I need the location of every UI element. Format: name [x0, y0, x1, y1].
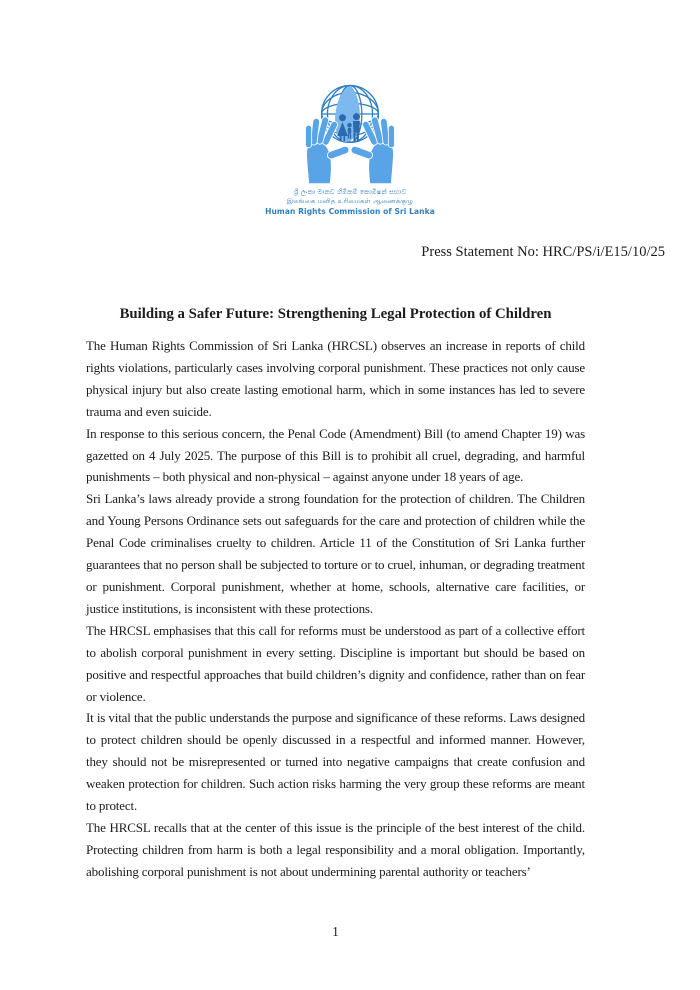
logo-caption — [0, 188, 700, 218]
body-paragraph: It is vital that the public understands the purpose and significance of these reforms. Laws designed to protect children should be openly discussed in a respectful and informed manner. However, they should not be misrepresented or turned into negative campaigns that create confusion and weaken protection for children. Such action risks harming the very group these reforms are meant to protect. — [86, 710, 585, 814]
hrcsl-logo-icon — [291, 72, 409, 186]
page-number: 1 — [332, 924, 339, 939]
body-paragraph: The Human Rights Commission of Sri Lanka (HRCSL) observes an increase in reports of child rights violations, particularly cases involving corporal punishment. These practices not only cause physical injury but also create lasting emotional harm, which in some instances has led to severe trauma and even suicide. — [86, 338, 585, 419]
body-paragraph: The HRCSL recalls that at the center of this issue is the principle of the best interest of the child. Protecting children from harm is both a legal responsibility and a moral obligation. Importantly, abolishing corporal punishment is not about undermining parental authority or teachers’ — [86, 819, 585, 879]
body-paragraph: The HRCSL emphasises that this call for reforms must be understood as part of a collective effort to abolish corporal punishment in every setting. Discipline is important but should be based on positive and respectful approaches that build children’s dignity and confidence, rather than on fear or violence. — [86, 622, 585, 704]
logo-text-tamil: இலங்கை மனித உரிமைகள் ஆணைக்குழு — [286, 197, 414, 206]
body-paragraph: In response to this serious concern, the Penal Code (Amendment) Bill (to amend Chapter 19) was gazetted on 4 July 2025. The purpose of this Bill is to prohibit all cruel, degrading, and harmful punishments – both physical and non-physical – against anyone under 18 years of age. — [86, 425, 585, 485]
document-title: Building a Safer Future: Strengthening Legal Protection of Children — [119, 306, 552, 322]
logo-text-sinhala: ශ්‍රී ලංකා මානව හිමිකම් කොමිෂන් සභාව — [293, 188, 407, 196]
body-paragraph: Sri Lanka’s laws already provide a strong foundation for the protection of children. The Children and Young Persons Ordinance sets out safeguards for the care and protection of children while the Penal Code criminalises cruelty to children. Article 11 of the Constitution of Sri Lanka further guarantees that no person shall be subjected to torture or to cruel, inhuman, or degrading treatment or punishment. Corporal punishment, whether at home, schools, alternative care facilities, or justice institutions, is inconsistent with these protections. — [86, 491, 585, 616]
logo-text-english: Human Rights Commission of Sri Lanka — [265, 206, 435, 216]
document-body — [86, 304, 585, 883]
hrcsl-logo — [0, 72, 700, 218]
press-statement-number: Press Statement No: HRC/PS/i/E15/10/25 — [421, 244, 665, 260]
